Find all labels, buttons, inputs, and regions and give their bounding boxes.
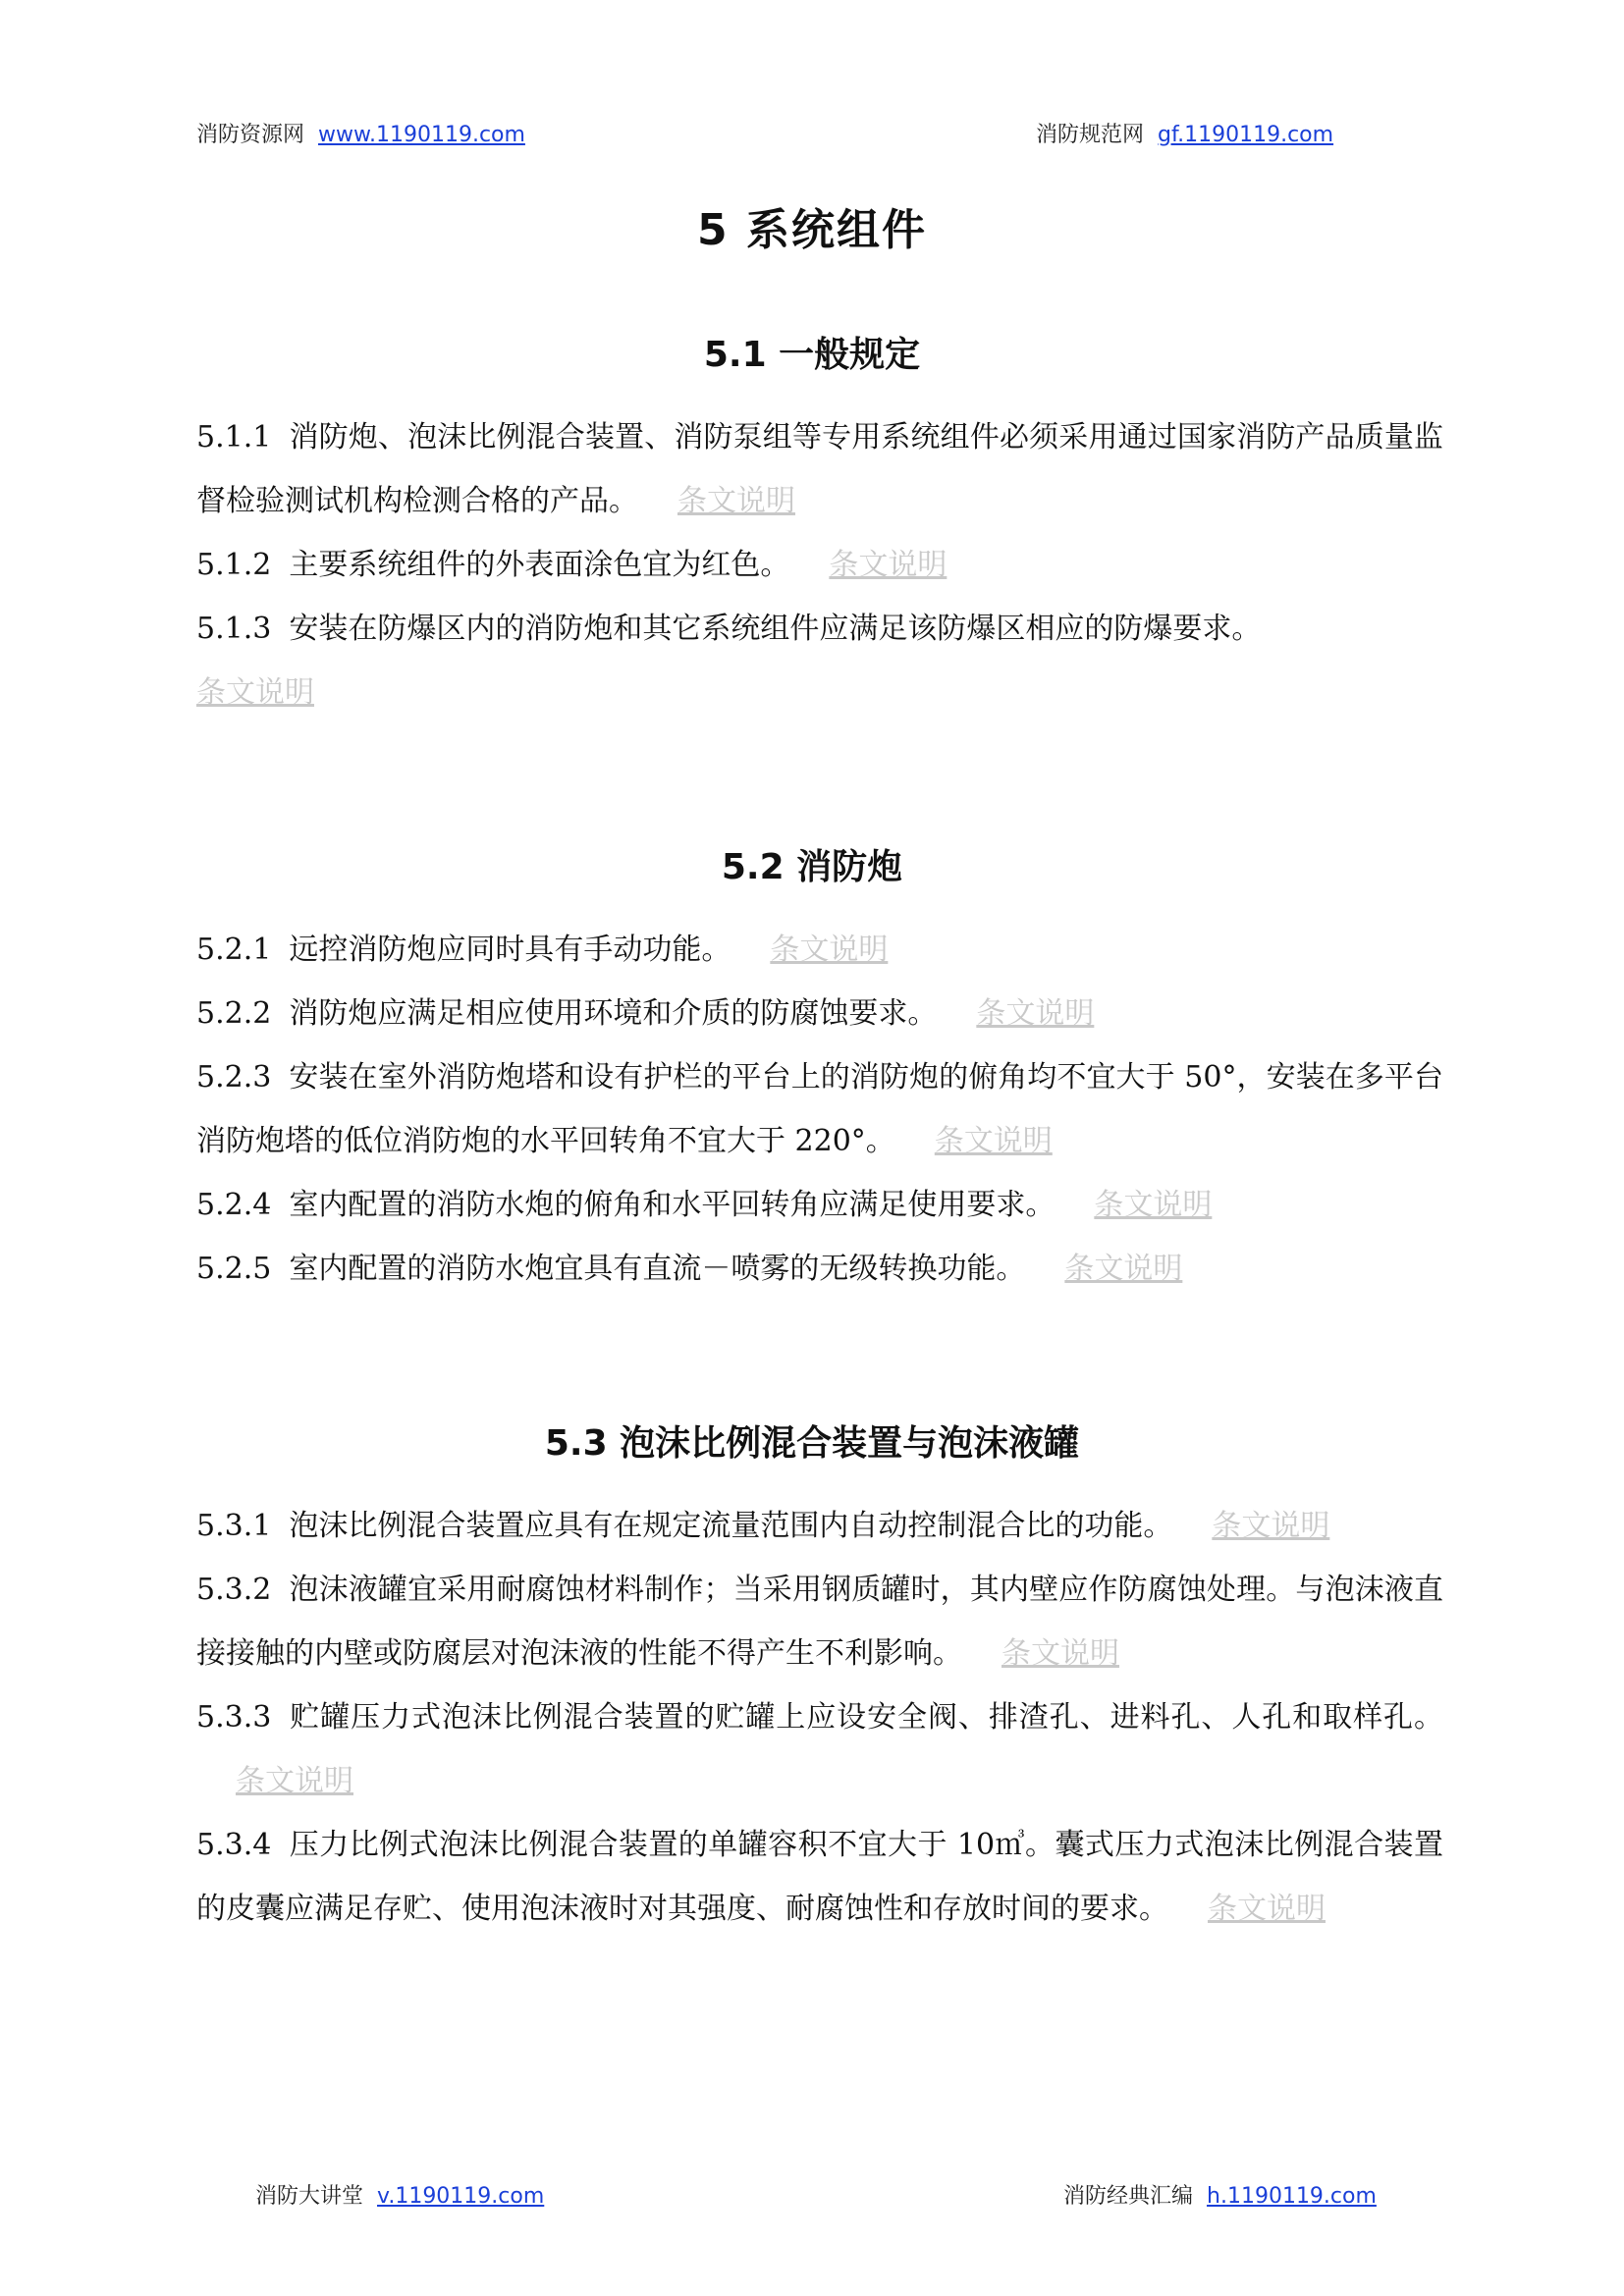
clause-5-1-1 [196,405,1443,533]
clause-note-link[interactable]: 条文说明 [1208,1892,1326,1926]
clause-5-2-4 [196,1173,1443,1237]
clause-text: 泡沫比例混合装置应具有在规定流量范围内自动控制混合比的功能。 [289,1509,1173,1543]
clause-text: 压力比例式泡沫比例混合装置的单罐容积不宜大于 10㎥。囊式压力式泡沫比例混合装置的皮囊应满足存贮、使用泡沫液时对其强度、耐腐蚀性和存放时间的要求。 [196,1828,1443,1926]
clause-number: 5.3.2 [196,1573,272,1607]
clause-text: 贮罐压力式泡沫比例混合装置的贮罐上应设安全阀、排渣孔、进料孔、人孔和取样孔。 [289,1700,1443,1735]
clause-text: 泡沫液罐宜采用耐腐蚀材料制作；当采用钢质罐时，其内壁应作防腐蚀处理。与泡沫液直接接触的内壁或防腐层对泡沫液的性能不得产生不利影响。 [196,1573,1443,1671]
clause-5-3-4 [196,1813,1443,1941]
clause-text: 室内配置的消防水炮宜具有直流－喷雾的无级转换功能。 [289,1252,1026,1286]
clause-5-3-1 [196,1494,1443,1558]
clause-number: 5.3.3 [196,1700,272,1735]
clause-text: 安装在防爆区内的消防炮和其它系统组件应满足该防爆区相应的防爆要求。 [289,612,1262,646]
clause-number: 5.1.2 [196,548,272,582]
clause-5-3-3 [196,1685,1443,1813]
footer-right-link[interactable]: h.1190119.com [1207,2184,1377,2209]
clause-note-link[interactable]: 条文说明 [196,675,314,710]
section-title-5-2: 5.2 消防炮 [721,847,903,887]
clause-5-2-3 [196,1045,1443,1173]
header-right-label: 消防规范网 [1036,123,1145,147]
clause-note-link[interactable]: 条文说明 [236,1764,353,1798]
clause-note-link[interactable]: 条文说明 [1064,1252,1183,1286]
clause-5-2-1 [196,918,1443,982]
clause-note-link[interactable]: 条文说明 [770,933,889,967]
section-title-5-1: 5.1 一般规定 [703,335,921,375]
clause-text: 远控消防炮应同时具有手动功能。 [289,933,731,967]
footer-left-label: 消防大讲堂 [255,2184,364,2209]
clause-note-link[interactable]: 条文说明 [677,484,795,518]
clause-note-link[interactable]: 条文说明 [1094,1188,1213,1222]
clause-number: 5.3.4 [196,1828,272,1862]
clause-text: 主要系统组件的外表面涂色宜为红色。 [289,548,790,582]
clause-number: 5.2.3 [196,1060,272,1095]
clause-5-3-2 [196,1558,1443,1685]
clause-text: 室内配置的消防水炮的俯角和水平回转角应满足使用要求。 [289,1188,1056,1222]
clause-number: 5.1.1 [196,420,272,454]
clause-note-link[interactable]: 条文说明 [829,548,947,582]
clause-text: 安装在室外消防炮塔和设有护栏的平台上的消防炮的俯角均不宜大于 50°，安装在多平台消防炮塔的低位消防炮的水平回转角不宜大于 220°。 [196,1060,1443,1158]
footer-left [255,2179,544,2210]
clause-text: 消防炮应满足相应使用环境和介质的防腐蚀要求。 [289,996,938,1031]
chapter-title: 5 系统组件 [697,205,927,255]
clause-5-2-5 [196,1237,1443,1301]
clause-5-1-2 [196,533,1443,597]
clause-number: 5.2.5 [196,1252,272,1286]
clause-text: 消防炮、泡沫比例混合装置、消防泵组等专用系统组件必须采用通过国家消防产品质量监督检验测试机构检测合格的产品。 [196,420,1443,518]
clause-note-link[interactable]: 条文说明 [1001,1636,1119,1671]
header-right-link[interactable]: gf.1190119.com [1158,123,1334,147]
header-left-link[interactable]: www.1190119.com [318,123,525,147]
clause-note-link[interactable]: 条文说明 [934,1124,1053,1158]
clause-5-1-3 [196,597,1443,724]
header-left-label: 消防资源网 [196,123,305,147]
clause-number: 5.2.1 [196,933,272,967]
footer-right-label: 消防经典汇编 [1063,2184,1194,2209]
clause-number: 5.3.1 [196,1509,272,1543]
clause-note-link[interactable]: 条文说明 [976,996,1095,1031]
clause-5-2-2 [196,982,1443,1045]
footer-right [1063,2179,1377,2210]
clause-number: 5.1.3 [196,612,272,646]
footer-left-link[interactable]: v.1190119.com [377,2184,545,2209]
header-right [1036,118,1333,148]
clause-number: 5.2.4 [196,1188,272,1222]
section-title-5-3: 5.3 泡沫比例混合装置与泡沫液罐 [544,1423,1080,1464]
header-left [196,118,525,148]
clause-note-link[interactable]: 条文说明 [1212,1509,1330,1543]
clause-number: 5.2.2 [196,996,272,1031]
